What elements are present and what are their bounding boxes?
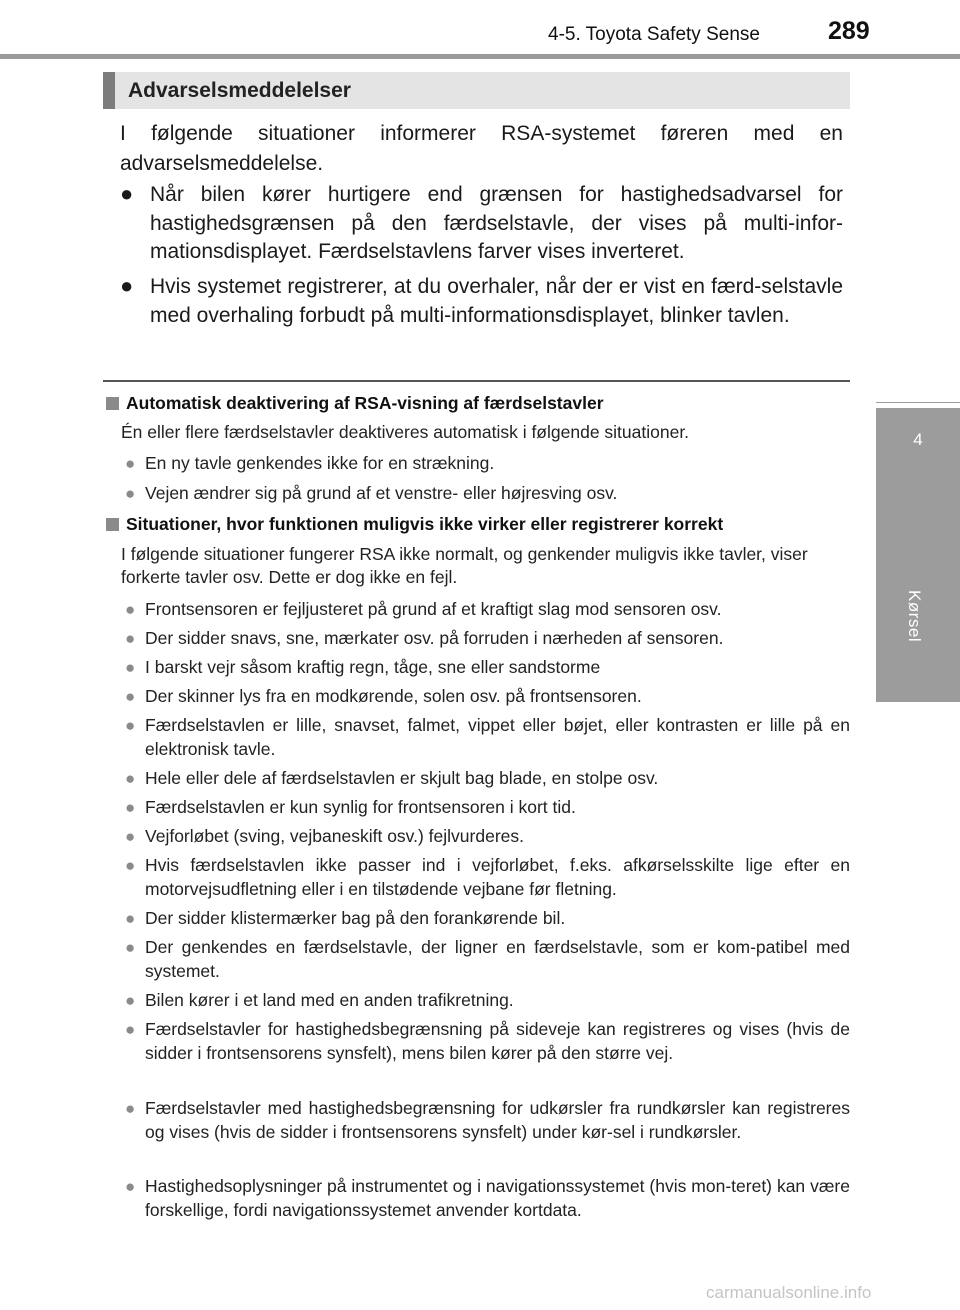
list-item-text: Der sidder snavs, sne, mærkater osv. på forruden i nærheden af sensoren. xyxy=(145,628,724,648)
chapter-number: 4 xyxy=(913,430,923,449)
square-bullet-icon xyxy=(106,397,119,410)
chapter-tab xyxy=(876,408,960,702)
list-item-text: Hvis færdselstavlen ikke passer ind i vejforløbet, f.eks. afkørselsskilte lige efter en motorvejsudfletning eller i en tilstødende vejbane før fletning. xyxy=(145,855,850,899)
section-heading xyxy=(106,393,604,414)
list-item-text: I barskt vejr såsom kraftig regn, tåge, sne eller sandstorme xyxy=(145,657,601,677)
list-item-text: Vejforløbet (sving, vejbaneskift osv.) fejlvurderes. xyxy=(145,826,525,846)
list-item-text: Hele eller dele af færdselstavlen er skjult bag blade, en stolpe osv. xyxy=(145,768,659,788)
list-item xyxy=(125,796,850,820)
separator-rule xyxy=(103,380,850,382)
bullet-dot-icon: ● xyxy=(125,909,136,928)
bullet-dot-icon: ● xyxy=(125,1020,136,1039)
section-title: 4-5. Toyota Safety Sense xyxy=(548,24,760,45)
list-item-text: Færdselstavlen er lille, snavset, falmet, vippet eller bøjet, eller kontrasten er lille på en elektronisk tavle. xyxy=(145,715,850,759)
section-heading-text: Situationer, hvor funktionen muligvis ikke virker eller registrerer korrekt xyxy=(126,514,724,534)
bullet-dot-icon: ● xyxy=(125,600,136,619)
list-item xyxy=(125,627,850,651)
bullet-dot-icon: ● xyxy=(125,484,136,503)
watermark: carmanualsonline.info xyxy=(706,1283,872,1302)
list-item-text: Færdselstavler med hastighedsbegrænsning for udkørsler fra rundkørsler kan registreres og vises (hvis de sidder i frontsensorens synsfelt) under kør-sel i rundkørsler. xyxy=(145,1098,850,1142)
list-item xyxy=(125,482,850,506)
list-item-text: Færdselstavlen er kun synlig for frontsensoren i kort tid. xyxy=(145,797,576,817)
list-item xyxy=(125,714,850,761)
box-bullet-text: Hvis systemet registrerer, at du overhaler, når der er vist en færd-selstavle med overhaling forbudt på multi-informationsdisplayet, blinker tavlen. xyxy=(150,275,843,327)
page-number: 289 xyxy=(828,17,870,45)
bullet-dot-icon: ● xyxy=(125,991,136,1010)
list-item xyxy=(125,936,850,983)
box-bullet xyxy=(120,273,843,330)
bullet-dot-icon: ● xyxy=(125,798,136,817)
bullet-dot-icon: ● xyxy=(125,856,136,875)
list-item-text: En ny tavle genkendes ikke for en strækning. xyxy=(145,453,495,473)
bullet-dot-icon: ● xyxy=(125,454,136,473)
bullet-dot-icon: ● xyxy=(125,716,136,735)
list-item-text: Færdselstavler for hastighedsbegrænsning på sideveje kan registreres og vises (hvis de sidder i frontsensorens synsfelt), mens bilen kører på den større vej. xyxy=(145,1019,850,1063)
box-bullet xyxy=(120,181,843,267)
list-item xyxy=(125,685,850,709)
box-header xyxy=(103,72,850,109)
bullet-dot-icon: ● xyxy=(120,181,134,206)
list-item xyxy=(125,598,850,622)
side-tab-rule xyxy=(876,402,960,403)
list-item-text: Frontsensoren er fejljusteret på grund af et kraftigt slag mod sensoren osv. xyxy=(145,599,722,619)
list-item xyxy=(125,767,850,791)
chapter-label: Kørsel xyxy=(905,590,924,643)
list-item xyxy=(125,656,850,680)
bullet-dot-icon: ● xyxy=(125,769,136,788)
box-header-bar xyxy=(103,72,115,109)
list-item xyxy=(125,854,850,901)
square-bullet-icon xyxy=(106,518,119,531)
list-item xyxy=(125,825,850,849)
list-item xyxy=(125,989,850,1013)
bullet-dot-icon: ● xyxy=(125,1177,136,1196)
list-item xyxy=(125,452,850,476)
list-item xyxy=(125,1175,850,1222)
list-item-text: Hastighedsoplysninger på instrumentet og i navigationssystemet (hvis mon-teret) kan være forskellige, fordi navigationssystemet anvender kortdata. xyxy=(145,1176,850,1220)
list-item-text: Der skinner lys fra en modkørende, solen osv. på frontsensoren. xyxy=(145,686,642,706)
section-text: I følgende situationer fungerer RSA ikke normalt, og genkender muligvis ikke tavler, viser forkerte tavler osv. Dette er dog ikke en fejl. xyxy=(121,544,808,587)
bullet-dot-icon: ● xyxy=(120,273,134,298)
box-bullet-text: Når bilen kører hurtigere end grænsen for hastighedsadvarsel for hastighedsgrænsen på den færdselstavle, der vises på multi-infor-mationsdisplayet. Færdselstavlens farver vises inverteret. xyxy=(150,183,843,263)
bullet-dot-icon: ● xyxy=(125,1099,136,1118)
list-item xyxy=(125,1097,850,1144)
box-title: Advarselsmeddelelser xyxy=(128,79,351,102)
box-intro: I følgende situationer informerer RSA-systemet føreren med en advarselsmeddelelse. xyxy=(120,122,843,175)
bullet-dot-icon: ● xyxy=(125,658,136,677)
list-item xyxy=(125,907,850,931)
bullet-dot-icon: ● xyxy=(125,827,136,846)
list-item-text: Der sidder klistermærker bag på den forankørende bil. xyxy=(145,908,566,928)
list-item-text: Der genkendes en færdselstavle, der ligner en færdselstavle, som er kom-patibel med systemet. xyxy=(145,937,850,981)
section-heading xyxy=(106,514,723,535)
list-item-text: Vejen ændrer sig på grund af et venstre- eller højresving osv. xyxy=(145,483,618,503)
list-item-text: Bilen kører i et land med en anden trafikretning. xyxy=(145,990,514,1010)
bullet-dot-icon: ● xyxy=(125,938,136,957)
list-item xyxy=(125,1018,850,1065)
header-rule xyxy=(0,54,960,59)
section-text: Én eller flere færdselstavler deaktiveres automatisk i følgende situationer. xyxy=(121,422,690,442)
bullet-dot-icon: ● xyxy=(125,629,136,648)
section-heading-text: Automatisk deaktivering af RSA-visning af færdselstavler xyxy=(126,393,604,413)
bullet-dot-icon: ● xyxy=(125,687,136,706)
